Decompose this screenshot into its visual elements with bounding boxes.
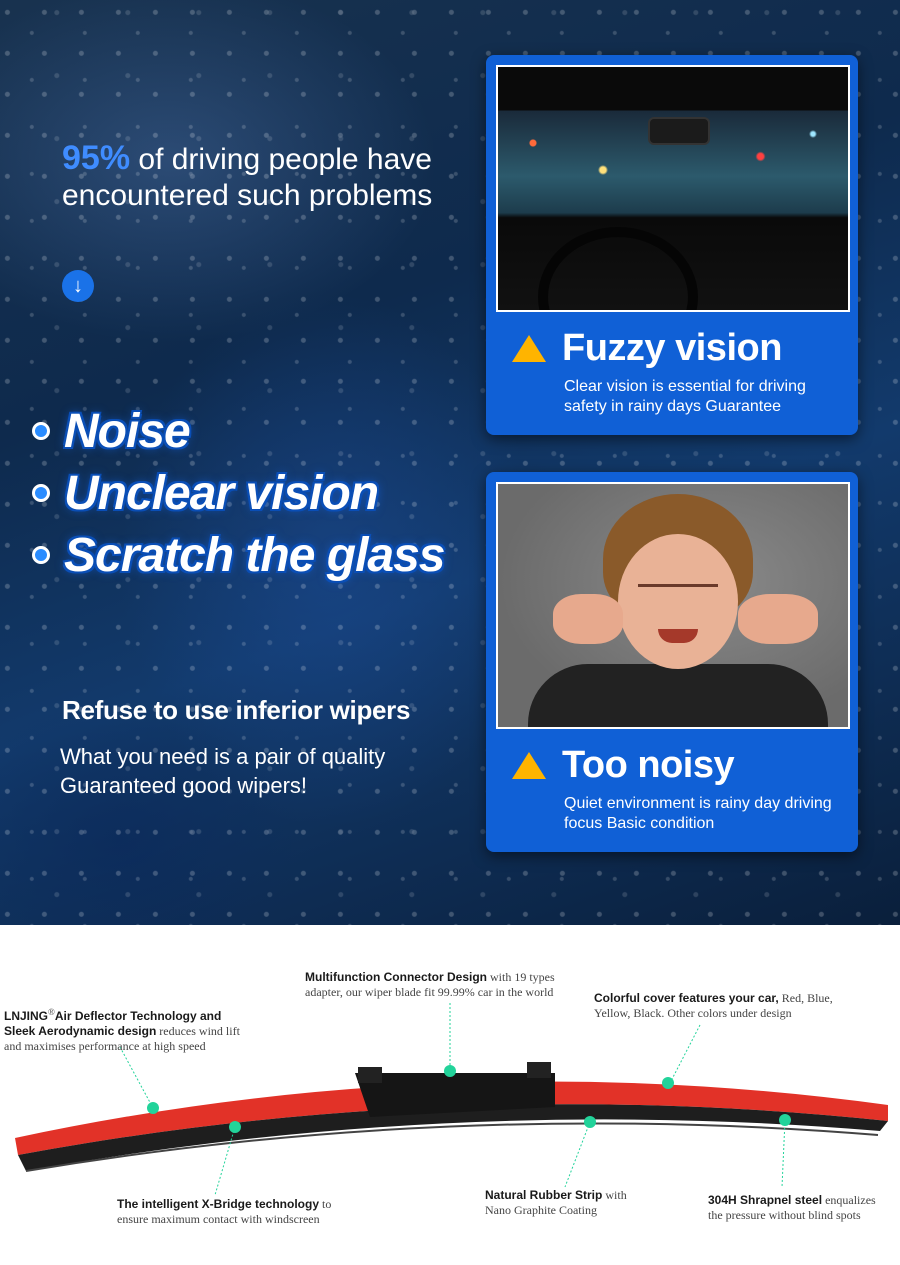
air-title: Air Deflector Technology and Sleek Aerodynamic design [4, 1009, 222, 1038]
problem-label: Unclear vision [64, 466, 379, 520]
warning-triangle-icon [512, 752, 546, 779]
bridge-desc: to ensure maximum contact with windscreen [117, 1197, 332, 1226]
need-text: What you need is a pair of quality Guaranteed good wipers! [60, 744, 386, 798]
headline-rest: of driving people have encountered such problems [62, 143, 433, 212]
problem-item [32, 462, 445, 524]
rainy-windshield-photo [496, 65, 850, 312]
too-noisy-card [486, 472, 858, 852]
marker-x-bridge [229, 1121, 241, 1133]
rearview-mirror [648, 117, 710, 145]
air-desc: reduces wind lift and maximises performance at high speed [4, 1024, 240, 1053]
child-face [618, 534, 738, 669]
connector-desc: with 19 types adapter, our wiper blade fit 99.99% car in the world [305, 970, 555, 999]
x-bridge-label [117, 1197, 362, 1227]
steel-title: 304H Shrapnel steel [708, 1193, 823, 1207]
problem-item [32, 400, 445, 462]
features-section [0, 925, 900, 1265]
cover-title: Colorful cover features your car, [594, 991, 779, 1005]
rubber-desc: with Nano Graphite Coating [485, 1188, 627, 1217]
problem-label: Noise [64, 404, 190, 458]
bridge-title: The intelligent X-Bridge technology [117, 1197, 320, 1211]
marker-air-deflector [147, 1102, 159, 1114]
bullet-dot-icon [32, 546, 50, 564]
card-title-row [512, 744, 734, 787]
bullet-dot-icon [32, 484, 50, 502]
card-title: Fuzzy vision [562, 327, 782, 369]
marker-rubber [584, 1116, 596, 1128]
bullet-dot-icon [32, 422, 50, 440]
connector-clip-left [358, 1067, 382, 1083]
problem-item [32, 524, 445, 586]
percent-highlight: 95% [62, 139, 131, 177]
card-description: Clear vision is essential for driving safety in rainy days Guarantee [564, 378, 806, 415]
refuse-heading: Refuse to use inferior wipers [62, 695, 411, 725]
cover-desc: Red, Blue, Yellow, Black. Other colors under design [594, 991, 833, 1020]
warning-triangle-icon [512, 335, 546, 362]
rubber-strip-label [485, 1188, 650, 1218]
marker-cover [662, 1077, 674, 1089]
fuzzy-vision-card [486, 55, 858, 435]
card-description: Quiet environment is rainy day driving focus Basic condition [564, 795, 832, 832]
card-title: Too noisy [562, 744, 735, 786]
air-deflector-label [4, 1005, 254, 1054]
child-covering-ears-photo [496, 482, 850, 729]
steel-desc: enqualizes the pressure without blind spots [708, 1193, 876, 1222]
card-title-row [512, 327, 782, 370]
connector-label [305, 970, 595, 1000]
steel-label [708, 1193, 893, 1223]
steering-wheel [538, 227, 698, 312]
cover-label [594, 991, 844, 1021]
child-shirt [528, 664, 828, 729]
marker-connector [444, 1065, 456, 1077]
registered-mark: ® [48, 1007, 55, 1017]
connector-title: Multifunction Connector Design [305, 970, 487, 984]
child-eyes [638, 584, 718, 593]
problem-list [32, 400, 445, 586]
child-right-hand [738, 594, 818, 644]
problem-label: Scratch the glass [64, 528, 445, 582]
child-left-hand [553, 594, 623, 644]
rubber-title: Natural Rubber Strip [485, 1188, 603, 1202]
connector-clip-right [527, 1062, 551, 1078]
hero-headline [62, 140, 462, 214]
brand-name: LNJING [4, 1009, 49, 1023]
marker-steel [779, 1114, 791, 1126]
arrow-down-icon: ↓ [62, 270, 94, 302]
